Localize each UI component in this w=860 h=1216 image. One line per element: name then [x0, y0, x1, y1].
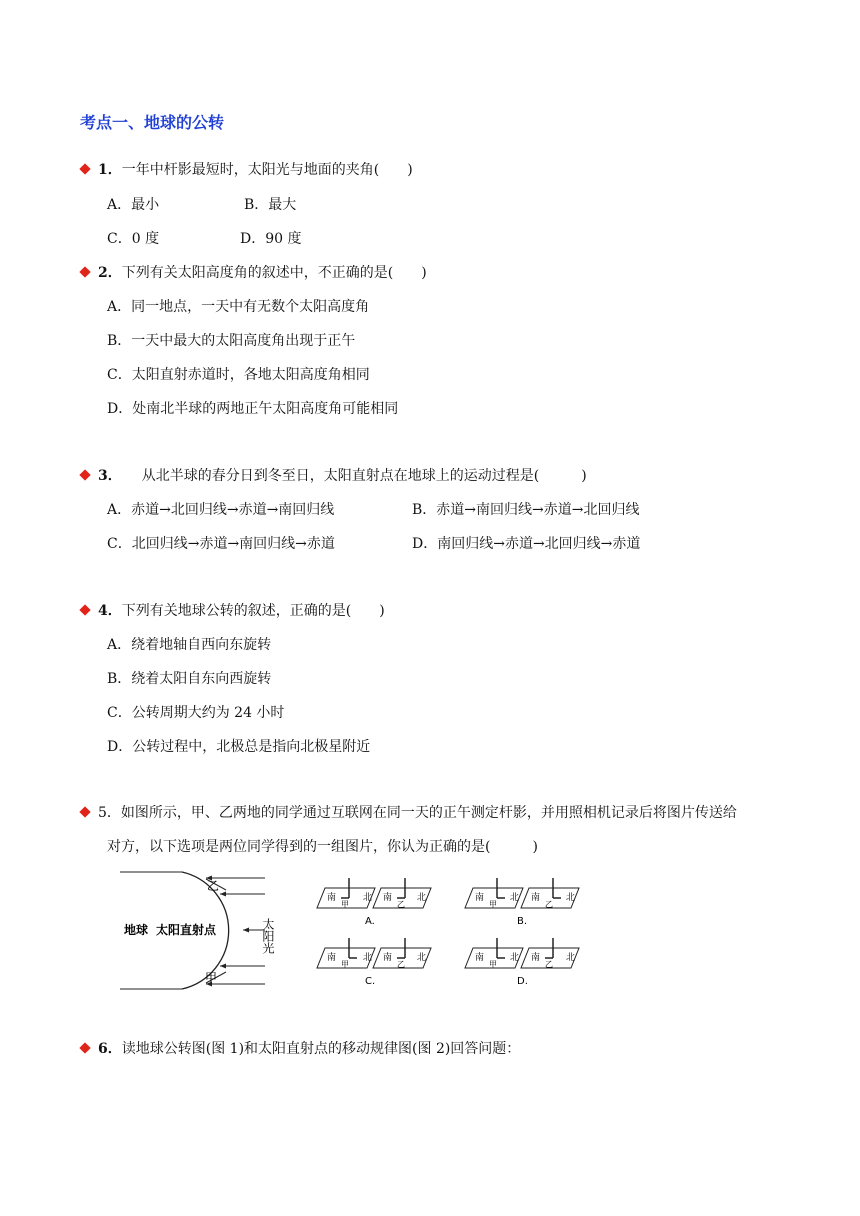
place-a-label: 甲 [341, 960, 349, 969]
shadow-options-figure [305, 868, 605, 992]
earth-label: 地球 [124, 923, 149, 937]
option-label: B. [517, 916, 528, 927]
bullet-diamond-icon [79, 806, 90, 817]
option-a: A．赤道→北回归线→赤道→南回归线 [107, 502, 335, 518]
question-stem: 下列有关太阳高度角的叙述中，不正确的是( ) [121, 265, 427, 281]
south-label: 南 [383, 893, 393, 903]
option-a-figure [317, 878, 431, 927]
question-number: 2． [98, 265, 122, 281]
question-number: 4． [98, 603, 122, 619]
option-a: A．最小 [107, 197, 160, 213]
place-b-label: 乙 [397, 900, 405, 909]
place-a-label: 甲 [489, 960, 497, 969]
north-label: 北 [417, 953, 427, 963]
bullet-diamond-icon [79, 1042, 90, 1053]
section-title: 考点一、地球的公转 [80, 113, 225, 132]
north-label: 北 [510, 953, 520, 963]
option-b: B．最大 [244, 197, 297, 213]
north-label: 北 [566, 893, 576, 903]
place-a-label: 甲 [341, 900, 349, 909]
option-d: D．90 度 [240, 231, 302, 247]
question-2 [98, 262, 427, 282]
north-label: 北 [566, 953, 576, 963]
option-d: D．处南北半球的两地正午太阳高度角可能相同 [107, 401, 399, 417]
south-label: 南 [531, 893, 541, 903]
question-stem: 从北半球的春分日到冬至日，太阳直射点在地球上的运动过程是( ) [141, 468, 587, 484]
south-label: 南 [327, 893, 337, 903]
bullet-diamond-icon [79, 163, 90, 174]
option-b: B．赤道→南回归线→赤道→北回归线 [412, 502, 640, 518]
question-6 [98, 1038, 520, 1058]
question-5 [98, 802, 737, 822]
option-d: D．南回归线→赤道→北回归线→赤道 [412, 536, 641, 552]
question-number: 1． [98, 162, 122, 178]
sunlight-label: 太阳光 [261, 918, 275, 954]
option-c-figure [317, 938, 431, 987]
south-label: 南 [531, 953, 541, 963]
option-b: B．一天中最大的太阳高度角出现于正午 [107, 333, 356, 349]
option-label: A. [365, 916, 375, 927]
question-number: 6． [98, 1041, 122, 1057]
option-c: C．太阳直射赤道时，各地太阳高度角相同 [107, 367, 370, 383]
bullet-diamond-icon [79, 604, 90, 615]
question-3 [98, 465, 587, 485]
direct-point-label: 太阳直射点 [156, 923, 217, 937]
option-c: C．公转周期大约为 24 小时 [107, 705, 285, 721]
question-5-line2: 对方，以下选项是两位同学得到的一组图片，你认为正确的是( ) [107, 839, 538, 855]
place-b-label: 乙 [545, 960, 553, 969]
north-label: 北 [510, 893, 520, 903]
question-stem-line1: 如图所示，甲、乙两地的同学通过互联网在同一天的正午测定杆影，并用照相机记录后将图片传送给 [120, 805, 737, 821]
question-4 [98, 600, 385, 620]
place-b-label: 乙 [397, 960, 405, 969]
option-c: C．北回归线→赤道→南回归线→赤道 [107, 536, 335, 552]
option-label: C. [365, 976, 376, 987]
question-1 [98, 159, 413, 179]
south-label: 南 [475, 893, 485, 903]
option-a: A．同一地点，一天中有无数个太阳高度角 [107, 299, 370, 315]
south-label: 南 [475, 953, 485, 963]
question-number: 5． [98, 805, 121, 821]
north-label: 北 [417, 893, 427, 903]
question-stem: 一年中杆影最短时，太阳光与地面的夹角( ) [121, 162, 413, 178]
bullet-diamond-icon [79, 469, 90, 480]
option-d: D．公转过程中，北极总是指向北极星附近 [107, 739, 371, 755]
option-b: B．绕着太阳自东向西旋转 [107, 671, 272, 687]
option-a: A．绕着地轴自西向东旋转 [107, 637, 272, 653]
option-b-figure [465, 878, 579, 927]
south-label: 南 [327, 953, 337, 963]
option-c: C．0 度 [107, 231, 160, 247]
place-a-label: 甲 [205, 971, 218, 985]
question-number: 3． [98, 468, 122, 484]
question-stem: 读地球公转图(图 1)和太阳直射点的移动规律图(图 2)回答问题： [121, 1041, 521, 1057]
option-label: D. [517, 976, 528, 987]
earth-sunlight-diagram [120, 866, 295, 996]
bullet-diamond-icon [79, 266, 90, 277]
place-b-label: 乙 [207, 879, 220, 893]
place-b-label: 乙 [545, 900, 553, 909]
north-label: 北 [363, 953, 373, 963]
question-stem: 下列有关地球公转的叙述，正确的是( ) [121, 603, 385, 619]
place-a-label: 甲 [489, 900, 497, 909]
south-label: 南 [383, 953, 393, 963]
north-label: 北 [363, 893, 373, 903]
option-d-figure [465, 938, 579, 987]
